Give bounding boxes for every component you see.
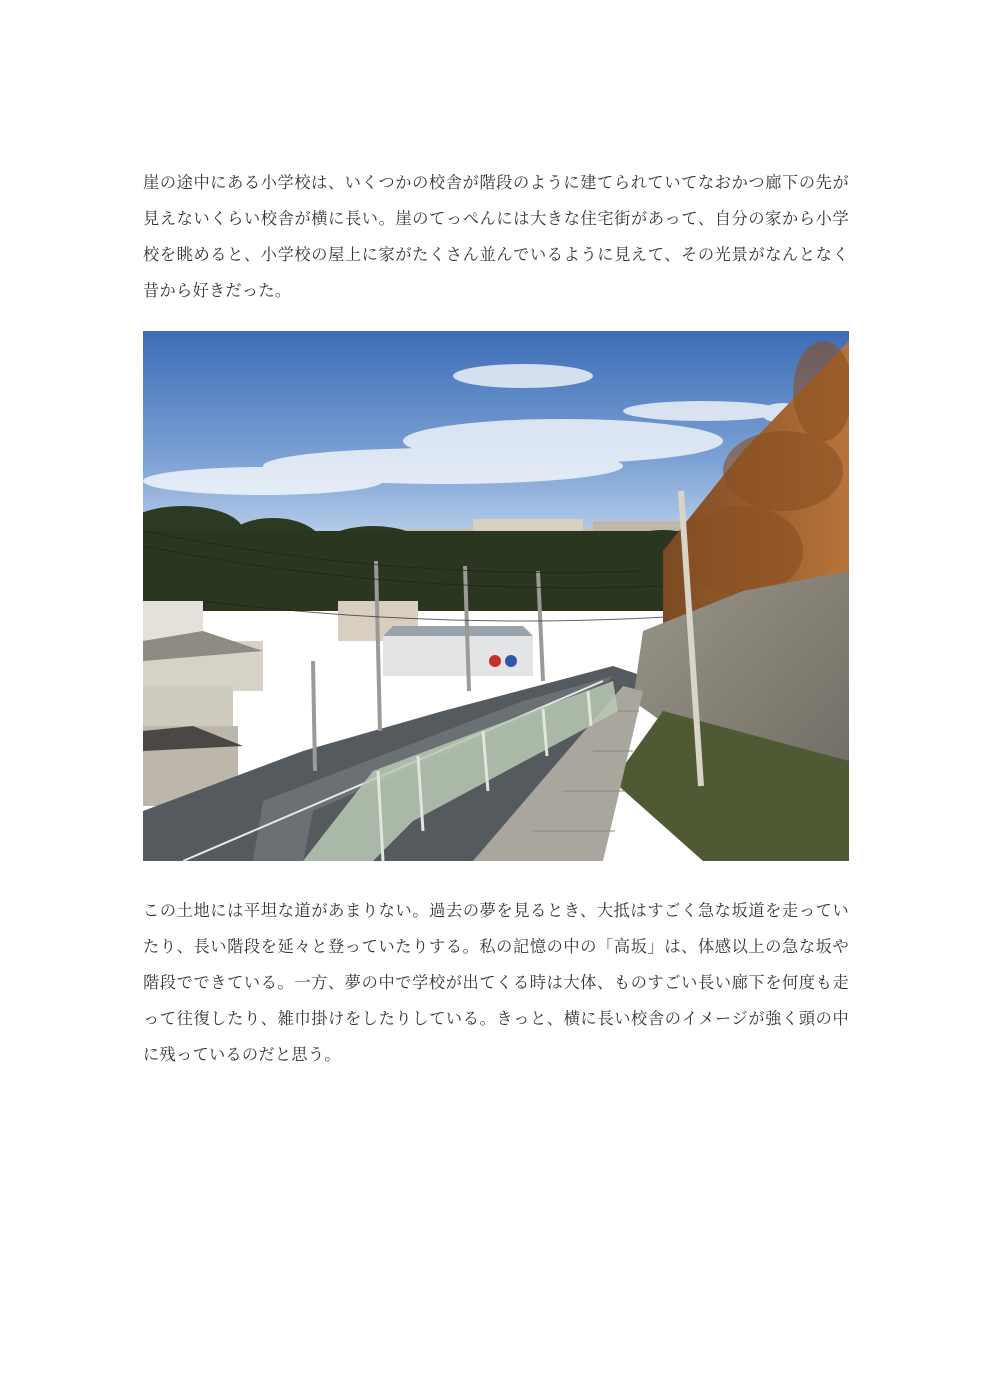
- paragraph-2: この土地には平坦な道があまりない。過去の夢を見るとき、大抵はすごく急な坂道を走っていたり、長い階段を延々と登っていたりする。私の記憶の中の「高坂」は、体感以上の急な坂や階段でできている。一方、夢の中で学校が出てくる時は大体、ものすごい長い廊下を何度も走って往復したり、雑巾掛けをしたりしている。きっと、横に長い校舎のイメージが強く頭の中に残っているのだと思う。: [143, 901, 849, 1064]
- traffic-sign-red: [489, 655, 501, 667]
- street-photo-illustration: [143, 331, 849, 861]
- paragraph-1: 崖の途中にある小学校は、いくつかの校舎が階段のように建てられていてなおかつ廊下の先が見えないくらい校舎が横に長い。崖のてっぺんには大きな住宅街があって、自分の家から小学校を眺めると、小学校の屋上に家がたくさん並んでいるように見えて、その光景がなんとなく昔から好きだった。: [143, 173, 849, 300]
- traffic-sign-blue: [505, 655, 517, 667]
- street-photo: [143, 331, 849, 861]
